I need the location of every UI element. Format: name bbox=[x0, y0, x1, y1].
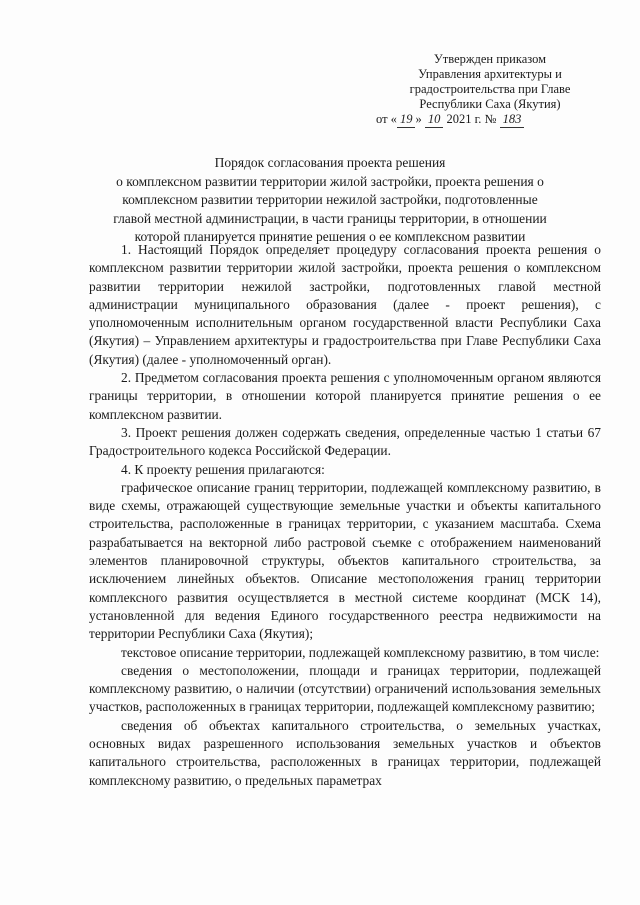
title-line-1: Порядок согласования проекта решения bbox=[214, 155, 446, 170]
handwritten-order-number: 183 bbox=[500, 112, 525, 128]
handwritten-day: 19 bbox=[397, 112, 416, 128]
date-year: 2021 г. № bbox=[446, 112, 497, 126]
paragraph-1: 1. Настоящий Порядок определяет процедуру согласования проекта решения о комплексном развитии территории жилой застройки, проекта решения о комплексном развитии территории нежилой застройки, подготовленных главой местной администрации муниципального образования (далее - проект решения), с уполномоченным исполнительным органом государственной власти Республики Саха (Якутия) – Управлением архитектуры и градостроительства при Главе Республики Саха (Якутия) (далее - уполномоченный орган). bbox=[89, 242, 601, 367]
date-mid: » bbox=[415, 112, 422, 126]
paragraph-4: 4. К проекту решения прилагаются: bbox=[121, 461, 325, 477]
title-line-5: которой планируется принятие решения о ее комплексном развитии bbox=[134, 229, 526, 244]
title-line-4: главой местной администрации, в части границы территории, в отношении bbox=[113, 210, 547, 226]
paragraph-location-info: сведения о местоположении, площади и границах территории, подлежащей комплексному развитию, о наличии (отсутствии) ограничений использования земельных участков, расположенных в границах территории, подлежащей комплексному развитию; bbox=[89, 662, 601, 715]
paragraph-text-description: текстовое описание территории, подлежащей комплексному развитию, в том числе: bbox=[121, 644, 600, 660]
approval-line-4: Республики Саха (Якутия) bbox=[419, 97, 561, 111]
title-line-3: комплексном развитии территории нежилой застройки, подготовленные bbox=[122, 192, 538, 207]
paragraph-capital-objects-info: сведения об объектах капитального строительства, о земельных участках, основных видах разрешенного использования земельных участков и объектов капитального строительства, расположенных в границах территории, подлежащей комплексному развитию, о предельных параметрах bbox=[89, 717, 601, 788]
paragraph-graphic-description: графическое описание границ территории, подлежащей комплексному развитию, в виде схемы, отражающей существующие земельные участки и объекты капитального строительства, расположенные в границах территории, с указанием масштаба. Схема разрабатывается на векторной либо растровой съемке с отображением наименований элементов планировочной структуры, объектов капитального строительства, за исключением линейных объектов. Описание местоположения границ территории комплексного развития осуществляется в местной системе координат (МСК 14), установленной для ведения Единого государственного реестра недвижимости на территории Республики Саха (Якутия); bbox=[89, 479, 601, 642]
document-title bbox=[58, 154, 602, 247]
approval-line-2: Управления архитектуры и bbox=[418, 67, 562, 81]
approval-date-line bbox=[376, 112, 600, 128]
approval-line-1: Утвержден приказом bbox=[433, 52, 547, 66]
paragraph-3: 3. Проект решения должен содержать сведения, определенные частью 1 статьи 67 Градостроительного кодекса Российской Федерации. bbox=[89, 424, 601, 459]
document-body bbox=[89, 241, 601, 790]
date-prefix: от « bbox=[376, 112, 397, 126]
handwritten-month: 10 bbox=[425, 112, 444, 128]
approval-line-3: градостроительства при Главе bbox=[409, 82, 571, 96]
title-line-2: о комплексном развитии территории жилой застройки, проекта решения о bbox=[116, 173, 544, 189]
paragraph-2: 2. Предметом согласования проекта решения с уполномоченным органом являются границы территории, в отношении которой планируется принятие решения о ее комплексном развитии. bbox=[89, 370, 601, 422]
approval-stamp-block bbox=[376, 52, 600, 128]
